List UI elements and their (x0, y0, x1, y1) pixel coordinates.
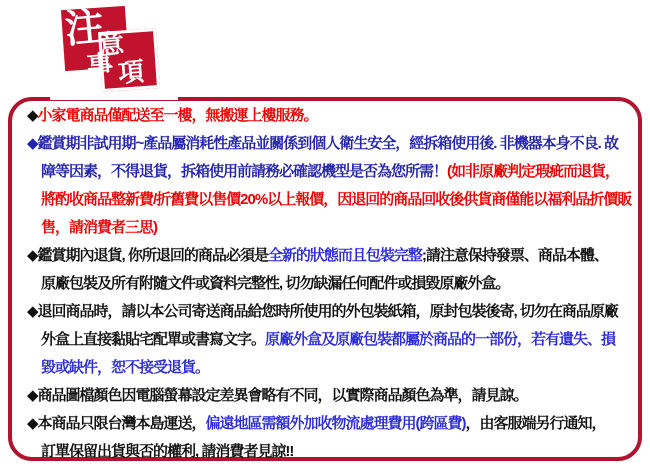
text-segment: 外盒上直接黏貼宅配單或書寫文字。 (41, 331, 266, 348)
notice-line (12, 298, 644, 326)
notice-stamp (50, 0, 178, 100)
bullet-text-segment: ◆退回商品時，請以本公司寄送商品給您時所使用的外包裝紙箱，原封包裝後寄, 切勿在商品原廠 (27, 303, 618, 320)
notice-line (12, 186, 644, 214)
notice-line (12, 382, 644, 410)
notice-line (12, 214, 644, 242)
bullet-text-segment: ◆鑑賞期非試用期~產品屬消耗性產品並關係到個人衛生安全，經拆箱使用後. 非機器本身不良. 故 (27, 135, 618, 152)
text-segment: 將酌收商品整新費/折舊費以售價20%以上報價，因退回的商品回收後供貨商僅能以福利品折價販 (41, 191, 632, 208)
text-segment: ，由客服端另行通知， (465, 415, 606, 432)
text-segment: 全新的狀態而且包裝完整 (267, 247, 422, 264)
bullet-text-segment: ◆ (27, 107, 38, 124)
text-segment: 小家電商品僅配送至一樓，無搬運上樓服務。 (37, 107, 318, 124)
notice-line (12, 354, 644, 382)
text-segment: 障等因素，不得退貨，拆箱使用前請務必確認機型是否為您所需！ (41, 163, 448, 180)
notice-line (12, 158, 644, 186)
notice-line (12, 270, 644, 298)
bullet-text-segment: ◆本商品只限台灣本島運送， (27, 415, 206, 432)
notice-line (12, 242, 644, 270)
text-segment: 原廠外盒及原廠包裝都屬於商品的一部份，若有遺失、損 (265, 331, 616, 348)
bullet-text-segment: ◆商品圖檔顏色因電腦螢幕設定差異會略有不同，以實際商品顏色為準，請見諒。 (27, 387, 528, 404)
text-segment: ;請注意保持發票、商品本體、 (421, 247, 608, 264)
notice-line (12, 326, 644, 354)
text-segment: 訂單保留出貨與否的權利, 請消費者見諒!! (41, 443, 294, 460)
notice-line (12, 410, 644, 438)
text-segment: 偏遠地區需額外加收物流處理費用(跨區費) (205, 415, 466, 432)
text-segment: 原廠包裝及所有附隨文件或資料完整性, 切勿缺漏任何配件或損毀原廠外盒。 (41, 275, 510, 292)
notice-line (12, 438, 644, 466)
notice-line (12, 102, 644, 130)
stamp-char-yi: 意 (96, 27, 126, 61)
text-segment: 售，請消費者三思) (41, 219, 157, 236)
bullet-text-segment: ◆鑑賞期內退貨, 你所退回的商品必須是 (27, 247, 268, 264)
stamp-char-xiang: 項 (116, 55, 146, 89)
text-segment: (如非原廠判定瑕疵而退貨， (447, 163, 620, 180)
stamp-char-zhu: 注 (63, 5, 106, 52)
text-segment: 毀或缺件，恕不接受退貨。 (41, 359, 210, 376)
stamp-char-shi: 事 (85, 48, 115, 82)
notice-line (12, 130, 644, 158)
notice-lines (12, 102, 644, 466)
